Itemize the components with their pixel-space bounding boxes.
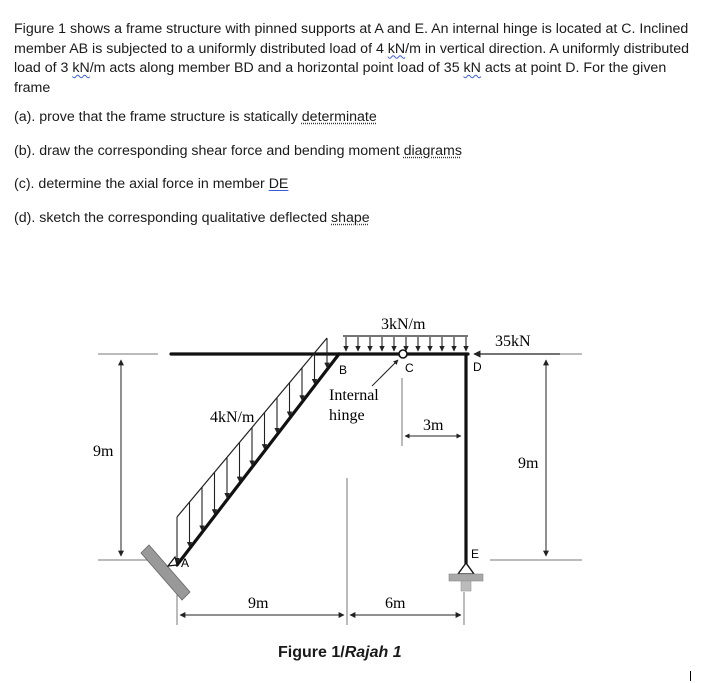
part-c-text: (c). determine the axial force in member [14,176,269,192]
hinge-c-icon [399,350,407,358]
hinge-pointer-arrow [372,360,398,386]
caption-main: Figure 1/ [278,644,345,661]
intro-unit-2: kN [72,60,90,76]
part-b-text: (b). draw the corresponding shear force and bending moment [14,142,404,159]
node-d-label: D [473,360,482,374]
figure-caption [278,644,402,662]
pin-support-e-icon [449,563,483,591]
load-bd-label: 3kN/m [381,316,426,333]
node-b-label: B [339,363,348,377]
part-c-word: DE [268,176,289,192]
text-cursor [690,671,691,681]
part-a-word: determinate [301,109,377,125]
dim-bottom-1-label: 9m [248,595,269,612]
part-d-word: shape [331,209,370,226]
part-a-text: (a). prove that the frame structure is statically [14,109,302,125]
intro-unit-3: kN [463,60,481,76]
intro-text-3: /m acts along member BD and a horizontal point load of 35 [89,60,464,76]
caption-italic: Rajah 1 [344,644,402,661]
intro-text-2: /m in vertical direction. A uniformly distributed load of 3 [14,40,690,76]
member-ab [177,354,339,565]
dim-left-label: 9m [93,443,114,460]
part-d-text: (d). sketch the corresponding qualitative deflected [14,209,332,226]
udl-bd-arrows [346,337,466,351]
node-c-label: C [405,361,414,375]
node-e-label: E [471,547,480,561]
udl-ab-arrows [177,338,327,563]
point-load-label: 35kN [495,333,531,350]
intro-text-4: acts at point D. For the given frame [14,60,667,96]
load-ab-label: 4kN/m [210,409,255,426]
intro-unit-1: kN [387,40,406,57]
frame-members [171,354,468,565]
hinge-label-2: hinge [329,407,365,424]
dim-right-label: 9m [518,455,539,472]
node-a-label: A [181,556,190,570]
intro-text-1: Figure 1 shows a frame structure with pinned supports at A and E. An internal hinge is located at C. Inclined member AB is subjected to a uniformly distributed load of 4 [14,21,689,57]
dim-bottom-2-label: 6m [385,595,406,612]
pin-support-a-icon [141,545,190,600]
dim-cd-label: 3m [423,417,444,434]
part-b-word: diagrams [403,142,462,159]
hinge-label-1: Internal [329,387,379,404]
